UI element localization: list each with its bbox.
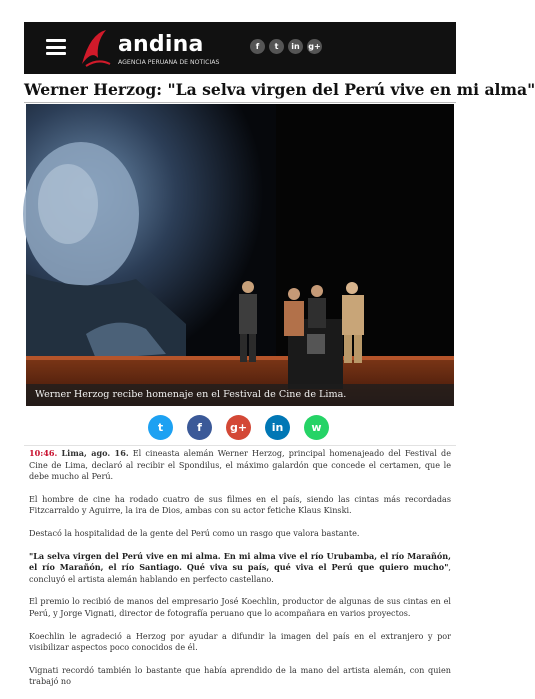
article-photo — [26, 104, 454, 406]
logo-tagline: AGENCIA PERUANA DE NOTICIAS — [118, 59, 220, 66]
article-paragraph-2: El hombre de cine ha rodado cuatro de sus filmes en el país, siendo las cintas más recordadas Fitzcarraldo y Aguirre, la ira de Dios, ambas con su actor fetiche Klaus Kinski. — [29, 493, 451, 516]
header-social-links — [250, 39, 322, 54]
photo-caption: Werner Herzog recibe homenaje en el Festival de Cine de Lima. — [26, 384, 454, 406]
article-paragraph-3: Destacó la hospitalidad de la gente del Perú como un rasgo que valora bastante. — [29, 527, 360, 538]
facebook-icon[interactable]: f — [250, 39, 265, 54]
logo-text: andina — [118, 32, 204, 57]
twitter-icon[interactable]: t — [269, 39, 284, 54]
googleplus-icon[interactable]: g+ — [226, 415, 251, 440]
article-body — [29, 448, 451, 699]
article-paragraph-1-text: El cineasta alemán Werner Herzog, principal homenajeado del Festival de Cine de Lima, declaró al recibir el Spondilus, el máximo galardón que concede el certamen, que le debe mucho al Perú. — [29, 448, 452, 482]
article-time: 10:46. — [29, 448, 58, 458]
googleplus-icon[interactable]: g+ — [307, 39, 322, 54]
menu-icon[interactable] — [46, 39, 66, 55]
article-paragraph-7: Vignati recordó también lo bastante que había aprendido de la mano del artista alemán, con quien trabajó no — [29, 664, 451, 687]
linkedin-icon[interactable]: in — [265, 415, 290, 440]
photo-stage-scene — [26, 104, 454, 406]
facebook-icon[interactable]: f — [187, 415, 212, 440]
article-divider — [24, 445, 456, 446]
article-paragraph-1 — [29, 448, 451, 483]
article-paragraph-5: El premio lo recibió de manos del empresario José Koechlin, productor de algunas de sus cintas en el Perú, y Jorge Vignati, director de fotografía peruano que lo acompañara en varios proyectos. — [29, 596, 451, 618]
article-paragraph-4 — [29, 551, 451, 586]
andina-logo[interactable] — [76, 28, 246, 70]
article-paragraph-6: Koechlin le agradeció a Herzog por ayudar a difundir la imagen del país en el extranjero y por visibilizar aspectos poco conocidos de él. — [29, 630, 451, 653]
article-title: Werner Herzog: "La selva virgen del Perú vive en mi alma" — [24, 80, 535, 99]
article-dateline: Lima, ago. 16. — [61, 448, 129, 458]
site-header — [24, 22, 456, 74]
title-divider — [24, 102, 456, 103]
linkedin-icon[interactable]: in — [288, 39, 303, 54]
article-paragraph-4-text: , concluyó el artista alemán hablando en perfecto castellano. — [29, 562, 451, 584]
share-bar — [0, 415, 480, 441]
twitter-icon[interactable]: t — [148, 415, 173, 440]
article-quote: "La selva virgen del Perú vive en mi alma. En mi alma vive el río Urubamba, el río Marañón, el río Marañón, el río Santiago. Qué viva su país, qué viva el Perú que quiero mucho" — [29, 550, 451, 573]
andina-logo-mark-icon — [76, 28, 116, 70]
whatsapp-icon[interactable]: w — [304, 415, 329, 440]
